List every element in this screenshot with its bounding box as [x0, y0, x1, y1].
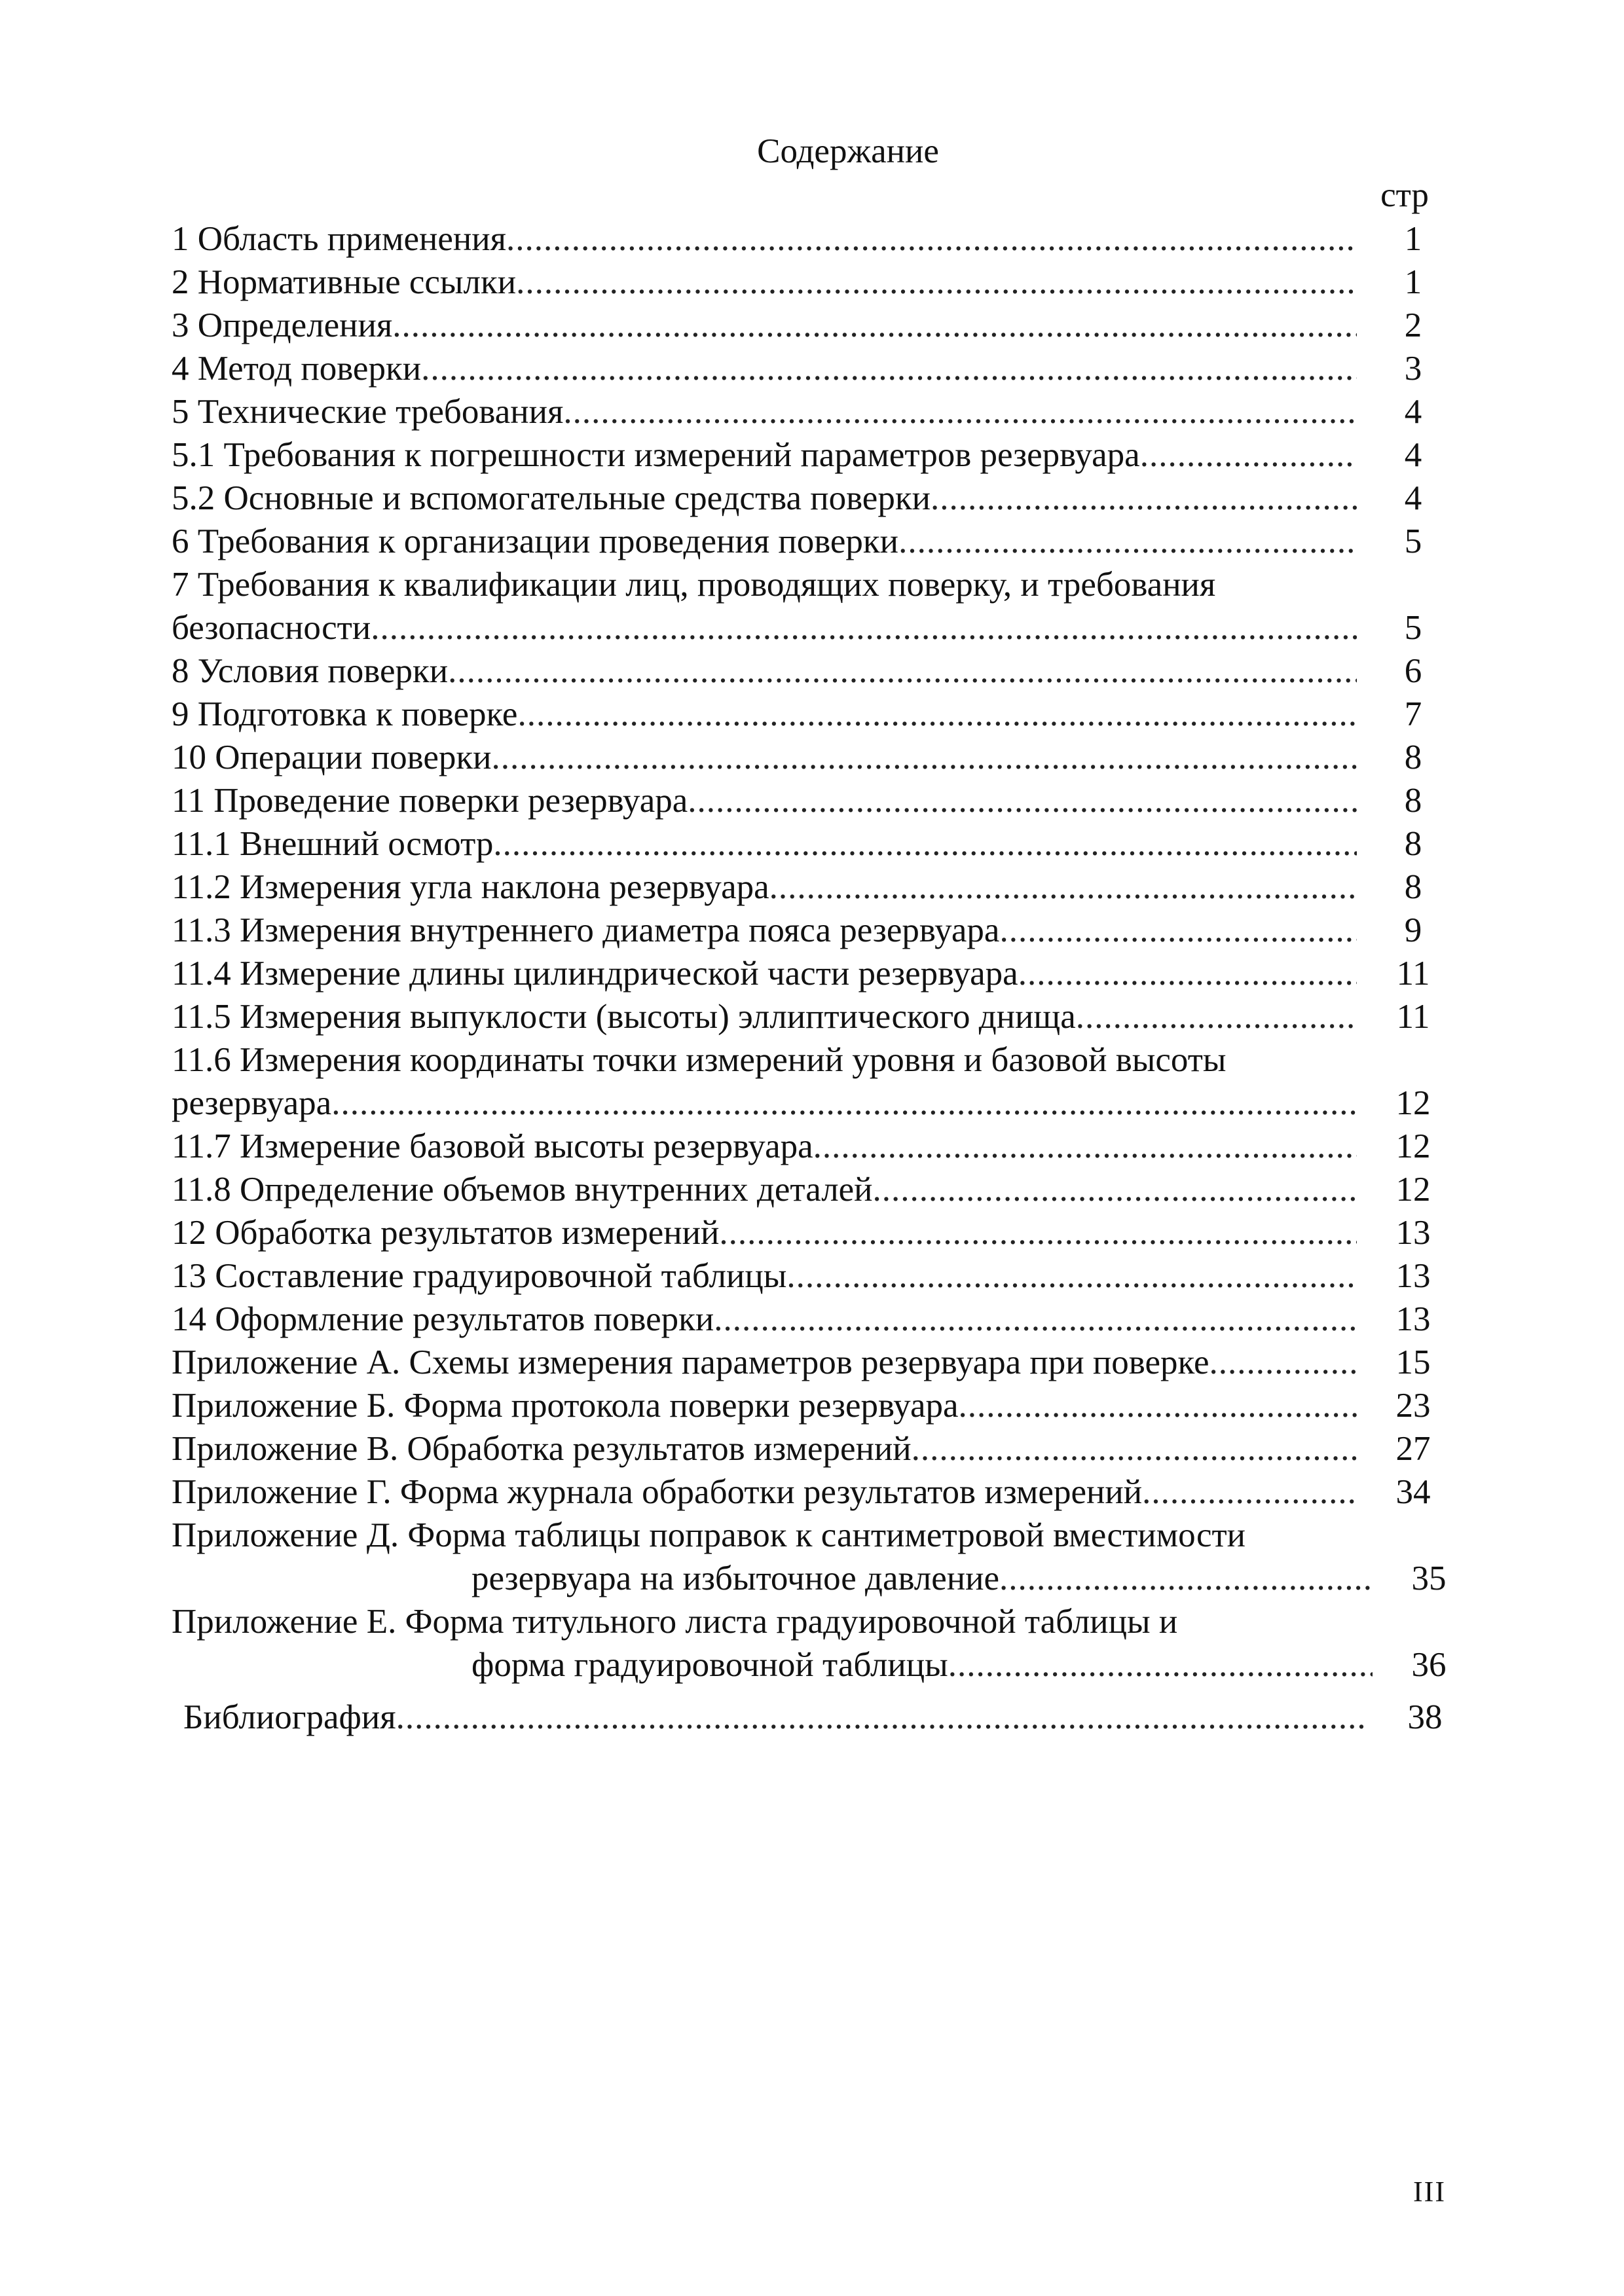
toc-entry-continuation-row [172, 1557, 1481, 1600]
toc-entry-page: 7 [1404, 695, 1422, 733]
dot-leader [1142, 1470, 1357, 1514]
toc-entry-label: 10 Операции поверки [172, 738, 492, 776]
toc-entry-continuation: резервуара на избыточное давление [471, 1559, 1000, 1597]
toc-entry [172, 1125, 1481, 1168]
toc-entry-page: 9 [1404, 911, 1422, 949]
toc-entry-page: 5 [1404, 609, 1422, 647]
dot-leader [392, 304, 1357, 347]
toc-entry [172, 736, 1481, 779]
toc-entry [172, 217, 1481, 261]
toc-entry-continuation: форма градуировочной таблицы [471, 1646, 948, 1684]
toc-entry-label: 1 Область применения [172, 220, 507, 258]
toc-entry-page: 35 [1411, 1559, 1447, 1597]
toc-entry-label: 5.2 Основные и вспомогательные средства поверки [172, 479, 931, 517]
toc-entry-label: 11.6 Измерения координаты точки измерений уровня и базовой высоты [172, 1041, 1227, 1079]
toc-entry-continuation-row [172, 1082, 1481, 1125]
toc-entry-label: 3 Определения [172, 306, 393, 344]
toc-entry [172, 261, 1481, 304]
toc-entry [172, 866, 1481, 909]
toc-entry [172, 909, 1481, 952]
dot-leader [999, 1557, 1373, 1600]
toc-entry [172, 1696, 1481, 1739]
toc-entry-label: 11.3 Измерения внутреннего диаметра пояса резервуара [172, 911, 1000, 949]
dot-leader [493, 822, 1357, 866]
toc-entry-page: 13 [1395, 1300, 1431, 1338]
toc-entry [172, 477, 1481, 520]
dot-leader [1076, 995, 1357, 1038]
dot-leader [448, 649, 1357, 693]
toc-entry-label: 11 Проведение поверки резервуара [172, 782, 688, 820]
dot-leader [506, 217, 1357, 261]
dot-leader [959, 1384, 1357, 1427]
toc-entry-label: 8 Условия поверки [172, 652, 449, 690]
toc-entry [172, 1298, 1481, 1341]
toc-entry [172, 304, 1481, 347]
toc-entry-page: 6 [1404, 652, 1422, 690]
toc-entry [172, 433, 1481, 477]
toc-entry-page: 36 [1411, 1646, 1447, 1684]
dot-leader [492, 736, 1357, 779]
toc-entry-label: 11.8 Определение объемов внутренних деталей [172, 1171, 873, 1209]
toc-entry-page: 12 [1395, 1127, 1431, 1165]
toc-entry-label: Приложение А. Схемы измерения параметров резервуара при поверке [172, 1343, 1209, 1381]
toc-entry-label: 11.2 Измерения угла наклона резервуара [172, 868, 769, 906]
toc-entry [172, 1427, 1481, 1470]
dot-leader [371, 606, 1357, 649]
toc-entry-label: 11.4 Измерение длины цилиндрической части резервуара [172, 955, 1018, 993]
toc-entry-label: 6 Требования к организации проведения поверки [172, 522, 899, 560]
toc-entry [172, 1038, 1481, 1082]
toc-entry-label: Приложение Б. Форма протокола поверки резервуара [172, 1387, 959, 1425]
toc-entry-page: 8 [1404, 738, 1422, 776]
toc-entry-page: 23 [1395, 1387, 1431, 1425]
toc-entry-page: 2 [1404, 306, 1422, 344]
toc-entry [172, 649, 1481, 693]
toc-entry [172, 693, 1481, 736]
toc-entry [172, 995, 1481, 1038]
toc-entry-page: 1 [1404, 220, 1422, 258]
dot-leader [813, 1125, 1357, 1168]
toc-entry [172, 1470, 1481, 1514]
toc-entry-label: 11.7 Измерение базовой высоты резервуара [172, 1127, 813, 1165]
toc-entry [172, 1211, 1481, 1254]
dot-leader [1209, 1341, 1357, 1384]
toc-entry [172, 390, 1481, 433]
dot-leader [688, 779, 1357, 822]
toc-entry-label: Библиография [183, 1698, 396, 1736]
toc-entry [172, 822, 1481, 866]
toc-entry-page: 34 [1395, 1473, 1431, 1511]
toc-entry [172, 952, 1481, 995]
toc-entry-label: Приложение Е. Форма титульного листа градуировочной таблицы и [172, 1603, 1178, 1641]
toc-entry-page: 15 [1395, 1343, 1431, 1381]
toc-entry-label: 5.1 Требования к погрешности измерений параметров резервуара [172, 436, 1140, 474]
toc-entry-label: 5 Технические требования [172, 393, 564, 431]
toc-entry-label: Приложение В. Обработка результатов измерений [172, 1430, 912, 1468]
dot-leader [1140, 433, 1357, 477]
toc-entry-page: 8 [1404, 782, 1422, 820]
page-title: Содержание [757, 132, 939, 170]
toc-entry-continuation-row [172, 606, 1481, 649]
toc-entry-label: 14 Оформление результатов поверки [172, 1300, 714, 1338]
dot-leader [898, 520, 1357, 563]
dot-leader [331, 1082, 1357, 1125]
toc-entry [172, 1168, 1481, 1211]
toc-entry-page: 38 [1407, 1698, 1443, 1736]
toc-entry-label: 11.1 Внешний осмотр [172, 825, 494, 863]
dot-leader [912, 1427, 1357, 1470]
toc-entry-page: 13 [1395, 1214, 1431, 1252]
dot-leader [517, 693, 1357, 736]
toc-entry-label: 9 Подготовка к поверке [172, 695, 518, 733]
dot-leader [714, 1298, 1357, 1341]
toc-entry-page: 12 [1395, 1084, 1431, 1122]
dot-leader [999, 909, 1357, 952]
page-column-label: стр [1380, 176, 1429, 214]
toc-entry-continuation-row [172, 1643, 1481, 1686]
toc-entry-page: 5 [1404, 522, 1422, 560]
toc-entry-label: 11.5 Измерения выпуклости (высоты) эллиптического днища [172, 998, 1076, 1036]
toc-entry-label: 7 Требования к квалификации лиц, проводящих поверку, и требования [172, 566, 1216, 604]
dot-leader [873, 1168, 1357, 1211]
dot-leader [719, 1211, 1357, 1254]
toc-entry-page: 8 [1404, 868, 1422, 906]
dot-leader [1018, 952, 1357, 995]
toc-entry-continuation: резервуара [172, 1084, 332, 1122]
toc-entry [172, 1254, 1481, 1298]
toc-entry [172, 1341, 1481, 1384]
toc-entry-label: 2 Нормативные ссылки [172, 263, 517, 301]
toc-entry [172, 779, 1481, 822]
toc-entry-page: 8 [1404, 825, 1422, 863]
dot-leader [786, 1254, 1357, 1298]
toc-entry-page: 27 [1395, 1430, 1431, 1468]
toc-entry [172, 1514, 1481, 1557]
toc-entry-label: Приложение Г. Форма журнала обработки результатов измерений [172, 1473, 1143, 1511]
toc-entry [172, 563, 1481, 606]
toc-entry-page: 3 [1404, 350, 1422, 388]
toc-entry-continuation: безопасности [172, 609, 371, 647]
toc-entry-label: 4 Метод поверки [172, 350, 422, 388]
toc-entry-label: Приложение Д. Форма таблицы поправок к сантиметровой вместимости [172, 1516, 1246, 1554]
dot-leader [769, 866, 1357, 909]
dot-leader [421, 347, 1357, 390]
toc-entry-page: 12 [1395, 1171, 1431, 1209]
dot-leader [563, 390, 1357, 433]
dot-leader [948, 1643, 1373, 1686]
footer-page-number: III [1413, 2176, 1446, 2208]
toc-entry-page: 13 [1395, 1257, 1431, 1295]
toc-entry [172, 1384, 1481, 1427]
toc-entry [172, 520, 1481, 563]
toc-entry-page: 4 [1404, 479, 1422, 517]
table-of-contents [172, 217, 1481, 1739]
toc-entry-page: 1 [1404, 263, 1422, 301]
toc-entry [172, 347, 1481, 390]
toc-entry-page: 4 [1404, 393, 1422, 431]
dot-leader [396, 1696, 1369, 1739]
dot-leader [516, 261, 1357, 304]
toc-entry [172, 1600, 1481, 1643]
toc-entry-label: 13 Составление градуировочной таблицы [172, 1257, 787, 1295]
toc-entry-page: 4 [1404, 436, 1422, 474]
dot-leader [931, 477, 1357, 520]
toc-entry-label: 12 Обработка результатов измерений [172, 1214, 720, 1252]
toc-entry-page: 11 [1396, 998, 1430, 1036]
toc-entry-page: 11 [1396, 955, 1430, 993]
